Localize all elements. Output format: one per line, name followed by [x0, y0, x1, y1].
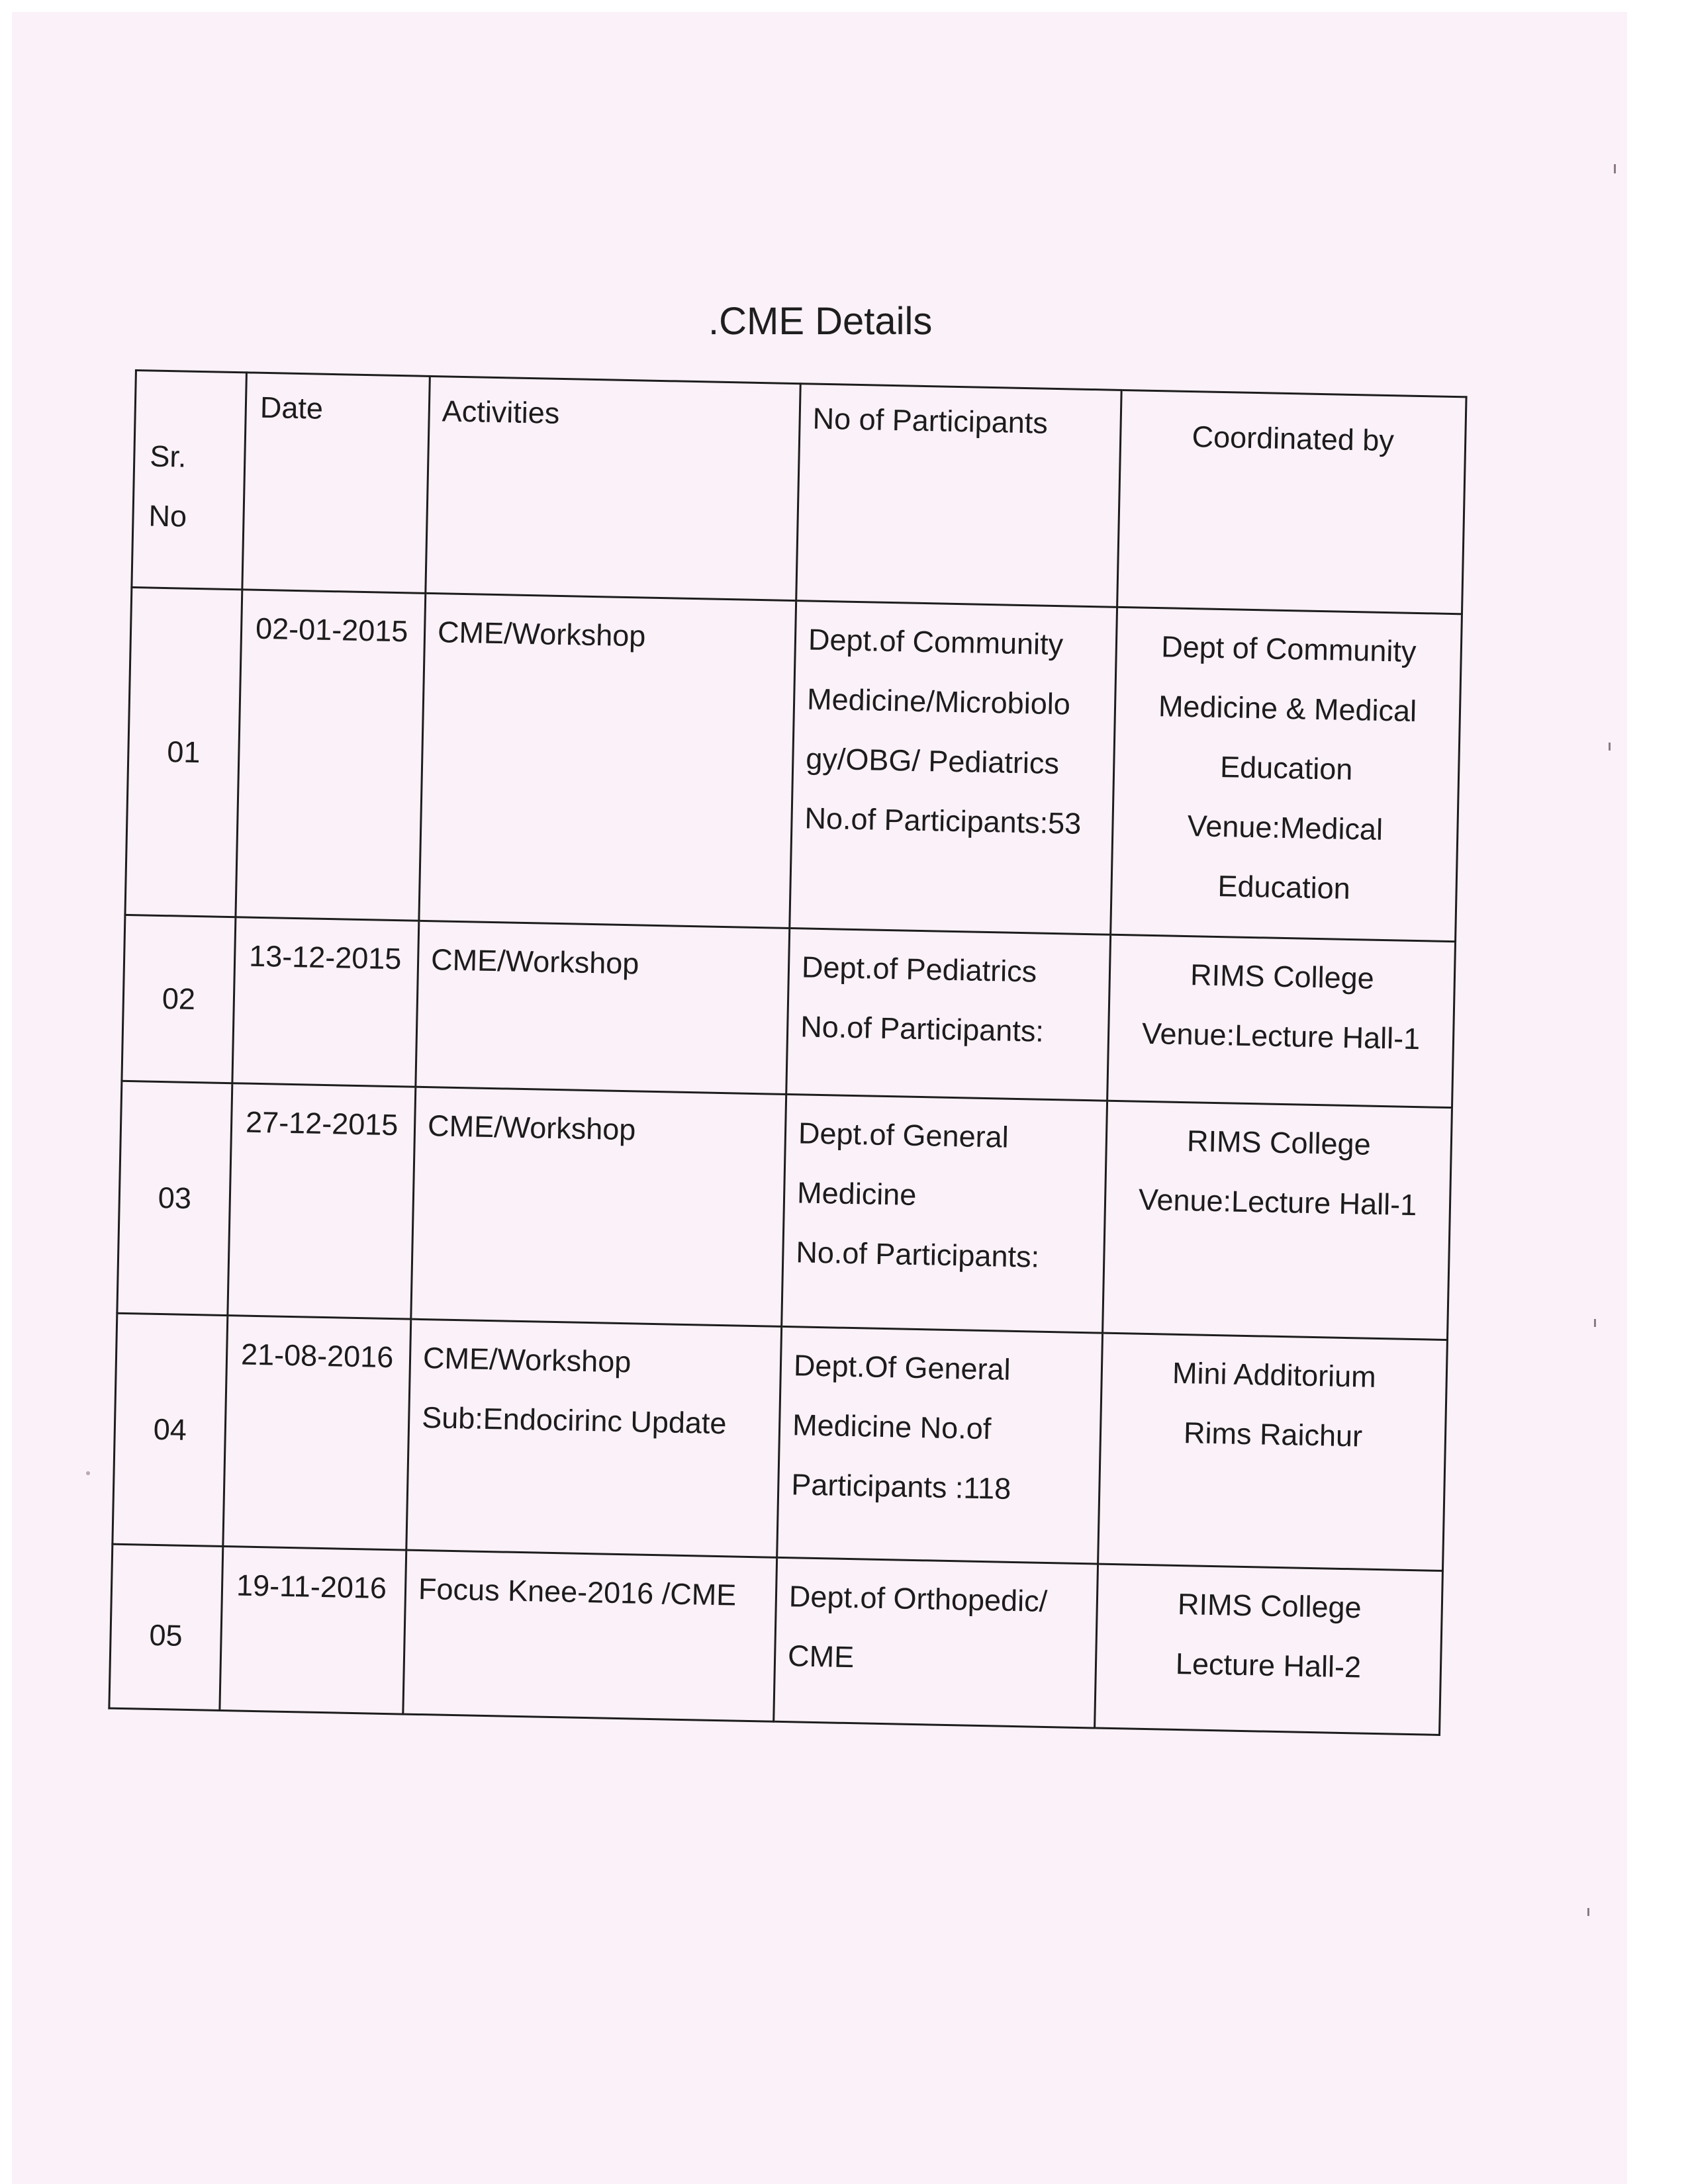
cell-participants [777, 1326, 1103, 1564]
activity-line: Focus Knee-2016 /CME [418, 1571, 737, 1612]
date-text: 27-12-2015 [245, 1105, 399, 1142]
activity-line: CME/Workshop [422, 1341, 632, 1379]
activity-line: CME/Workshop [437, 615, 646, 653]
cell-coordinated-by [1107, 934, 1456, 1107]
cell-coordinated-by [1111, 607, 1462, 941]
scan-speck [1614, 164, 1616, 173]
date-text: 13-12-2015 [248, 938, 402, 976]
date-text: 02-01-2015 [255, 611, 408, 649]
activity-line: CME/Workshop [427, 1109, 636, 1147]
scan-speck [1594, 1319, 1596, 1327]
table-row [125, 587, 1462, 941]
participants-line: CME [787, 1639, 855, 1674]
scan-speck [1587, 1908, 1589, 1916]
cell-participants [786, 929, 1111, 1101]
cell-sr-no: 02 [122, 915, 236, 1083]
coordinator-line: Venue:Medical [1187, 809, 1383, 846]
cell-coordinated-by [1095, 1564, 1443, 1735]
coordinator-line: Venue:Lecture Hall-1 [1141, 1016, 1421, 1056]
participants-line: Medicine No.of [792, 1408, 992, 1446]
cell-sr-no: 03 [117, 1081, 232, 1315]
coordinator-line: Education [1217, 868, 1351, 905]
cme-details-table [108, 369, 1467, 1736]
cell-activities [403, 1550, 777, 1721]
participants-line: Dept.of Pediatrics [801, 950, 1037, 989]
cell-coordinated-by [1103, 1101, 1452, 1340]
scan-speck [86, 1471, 90, 1475]
cell-date [236, 590, 426, 921]
cme-table-container [109, 369, 1466, 1689]
activity-line: Sub:Endocirinc Update [421, 1400, 727, 1441]
table-row [109, 1544, 1443, 1735]
date-text: 21-08-2016 [240, 1337, 394, 1375]
participants-line: Medicine [796, 1175, 917, 1212]
coordinator-line: RIMS College [1190, 958, 1375, 995]
header-date: Date [242, 373, 430, 593]
participants-line: No.of Participants: [800, 1009, 1045, 1048]
participants-line: gy/OBG/ Pediatrics [805, 741, 1060, 781]
cell-activities [416, 921, 790, 1094]
cell-date [232, 917, 419, 1087]
cell-date [220, 1547, 406, 1715]
coordinator-line: Dept of Community [1160, 629, 1417, 668]
header-coordinated-by: Coordinated by [1117, 390, 1466, 614]
table-row [113, 1313, 1448, 1570]
participants-line: Dept.Of General [793, 1348, 1011, 1387]
table-header-row [132, 371, 1466, 614]
cell-date [223, 1316, 411, 1550]
coordinator-line: RIMS College [1177, 1586, 1362, 1625]
cell-participants [782, 1094, 1107, 1333]
cell-sr-no: 01 [125, 587, 242, 917]
table-row [117, 1081, 1452, 1340]
document-title: .CME Details [708, 300, 933, 343]
cell-activities [406, 1319, 782, 1557]
participants-line: Dept.of Orthopedic/ [788, 1579, 1048, 1619]
cell-coordinated-by [1098, 1333, 1448, 1570]
coordinator-line: Education [1219, 750, 1353, 787]
cell-sr-no: 04 [113, 1313, 228, 1546]
coordinator-line: Rims Raichur [1183, 1416, 1363, 1453]
cell-participants [790, 601, 1117, 935]
participants-line: No.of Participants: [795, 1235, 1040, 1274]
cell-sr-no: 05 [109, 1544, 223, 1710]
coordinator-line: Medicine & Medical [1158, 689, 1417, 728]
coordinator-line: Venue:Lecture Hall-1 [1138, 1182, 1417, 1222]
participants-line: Medicine/Microbiolo [806, 682, 1071, 721]
date-text: 19-11-2016 [236, 1568, 387, 1605]
participants-line: Participants :118 [790, 1467, 1011, 1506]
participants-line: No.of Participants:53 [804, 801, 1082, 841]
table-row [122, 915, 1456, 1107]
activity-line: CME/Workshop [430, 942, 639, 981]
cell-activities [411, 1087, 786, 1326]
cell-date [228, 1083, 416, 1319]
coordinator-line: Lecture Hall-2 [1175, 1646, 1362, 1684]
cell-participants [774, 1557, 1098, 1728]
header-activities: Activities [426, 376, 800, 600]
coordinator-line: RIMS College [1186, 1124, 1372, 1161]
cell-activities [419, 593, 796, 928]
participants-line: Dept.of General [798, 1116, 1009, 1154]
coordinator-line: Mini Additorium [1172, 1355, 1377, 1394]
scan-speck [1609, 743, 1611, 751]
header-participants: No of Participants [796, 384, 1121, 608]
participants-line: Dept.of Community [808, 622, 1064, 662]
header-sr-no: Sr. No [132, 371, 247, 590]
